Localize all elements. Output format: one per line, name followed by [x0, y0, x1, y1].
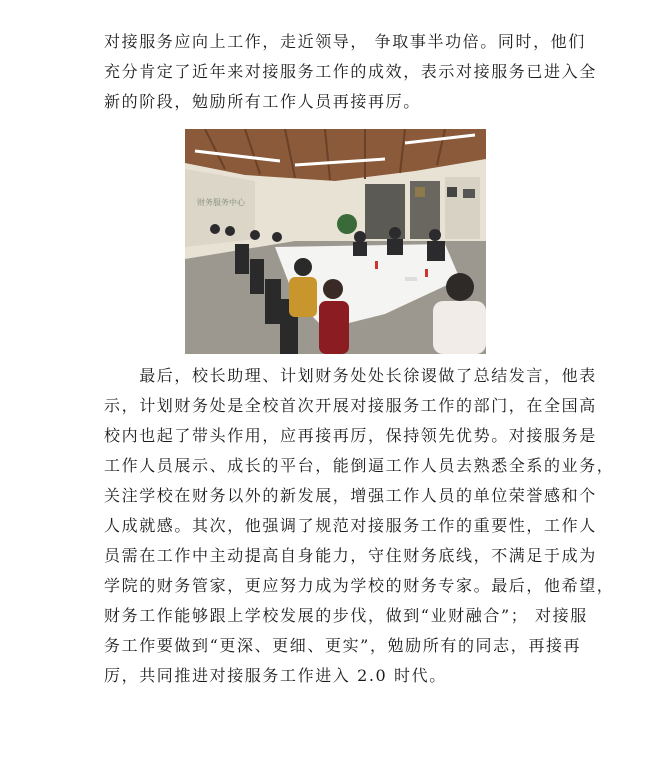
paragraph-1 — [104, 27, 597, 117]
text-line: 新的阶段，勉励所有工作人员再接再厉。 — [104, 92, 421, 111]
meeting-photo — [185, 129, 486, 354]
text-line: 关注学校在财务以外的新发展，增强工作人员的单位荣誉感和个 — [104, 486, 597, 505]
text-line: 务工作要做到“更深、更细、更实”，勉励所有的同志，再接再 — [104, 636, 582, 655]
text-line: 校内也起了带头作用，应再接再厉，保持领先优势。对接服务是 — [104, 426, 597, 445]
text-line: 示，计划财务处是全校首次开展对接服务工作的部门，在全国高 — [104, 396, 597, 415]
text-line: 厉，共同推进对接服务工作进入 2.0 时代。 — [104, 666, 447, 685]
text-line: 充分肯定了近年来对接服务工作的成效，表示对接服务已进入全 — [104, 62, 597, 81]
text-line: 最后，校长助理、计划财务处处长徐谡做了总结发言，他表 — [104, 366, 597, 385]
text-line: 对接服务应向上工作，走近领导， 争取事半功倍。同时，他们 — [104, 32, 586, 51]
meeting-photo-illustration — [185, 129, 486, 354]
wall-sign: 财务服务中心 — [197, 198, 245, 207]
text-line: 财务工作能够跟上学校发展的步伐，做到“业财融合”； 对接服 — [104, 606, 588, 625]
text-line: 学院的财务管家，更应努力成为学校的财务专家。最后，他希望， — [104, 576, 615, 595]
text-line: 工作人员展示、成长的平台，能倒逼工作人员去熟悉全系的业务， — [104, 456, 615, 475]
text-line: 人成就感。其次，他强调了规范对接服务工作的重要性，工作人 — [104, 516, 597, 535]
paragraph-2 — [104, 361, 615, 691]
text-line: 员需在工作中主动提高自身能力，守住财务底线，不满足于成为 — [104, 546, 597, 565]
